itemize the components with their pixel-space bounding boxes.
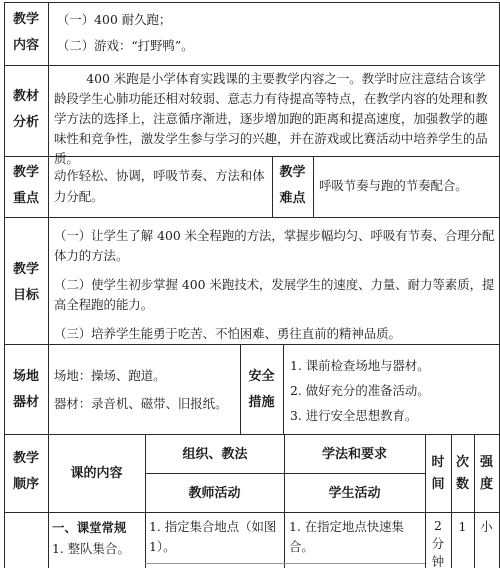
time-header: 时 间 xyxy=(431,455,445,492)
goal-item: （二）使学生初步掌握 400 米跑技术，发展学生的速度、力量、耐力等素质，提高全程跑的能力。 xyxy=(54,277,495,312)
difficulty-text: 呼吸节奏与跑的节奏配合。 xyxy=(319,178,468,193)
grid-line xyxy=(145,473,425,474)
analysis-label: 教材 分析 xyxy=(12,89,39,130)
org-method-header: 组织、教法 xyxy=(182,447,248,462)
grid-line xyxy=(283,344,284,434)
student-activity: 1. 在指定地点快速集合。 xyxy=(289,519,404,554)
safety-item: 3. 进行安全思想教育。 xyxy=(290,408,418,423)
content-item: （一）400 耐久跑； xyxy=(57,12,172,27)
difficulty-label: 教学 难点 xyxy=(279,165,306,206)
safety-label: 安全 措施 xyxy=(248,369,275,410)
course-section: 一、课堂常规 1. 整队集合。 xyxy=(52,520,130,556)
sequence-label: 教学 顺序 xyxy=(12,451,39,492)
goal-item: （三）培养学生能勇于吃苦、不怕困难、勇往直前的精神品质。 xyxy=(54,326,401,341)
safety-item: 2. 做好充分的准备活动。 xyxy=(290,383,430,398)
grid-line xyxy=(4,2,500,3)
content-label: 教学 内容 xyxy=(12,12,39,53)
venue-equipment: 器材：录音机、磁带、旧报纸。 xyxy=(54,396,228,411)
intensity-value: 小 xyxy=(480,519,493,534)
count-header: 次 数 xyxy=(455,455,469,492)
intensity-header: 强 度 xyxy=(479,455,493,492)
goals-label: 教学 目标 xyxy=(12,262,39,303)
teacher-activity: 1. 指定集合地点（如图 1）。 xyxy=(149,519,277,554)
time-value: 2 分 钟 xyxy=(431,518,445,569)
grid-line xyxy=(4,65,500,66)
content-list xyxy=(57,7,495,63)
grid-line xyxy=(4,217,500,218)
grid-line xyxy=(145,563,425,564)
goal-item: （一）让学生了解 400 米全程跑的方法，掌握步幅均匀、呼吸有节奏、合理分配体力的方法。 xyxy=(54,228,495,263)
safety-list xyxy=(290,353,496,431)
analysis-text: 400 米跑是小学体育实践课的主要教学内容之一。教学时应注意结合该学龄段学生心肺功能还相对较弱、意志力有待提高等特点，在教学内容的处理和教学方法的选择上，注意循序渐进，逐步增加跑的距离和提高速度，加强教学的趣味性和竞争性，激发学生参与学习的兴趣，并在游戏或比赛活动中培养学生的品质。 xyxy=(54,71,488,166)
venue-place: 场地：操场、跑道。 xyxy=(54,368,166,383)
focus-text: 动作轻松、协调，呼吸节奏、方法和体力分配。 xyxy=(54,168,265,204)
content-item: （二）游戏：“打野鸭”。 xyxy=(57,38,194,53)
goals-list xyxy=(54,226,496,342)
count-value: 1 xyxy=(458,519,467,534)
safety-item: 1. 课前检查场地与器材。 xyxy=(290,358,430,373)
student-activity-header: 学生活动 xyxy=(328,486,381,501)
study-method-header: 学法和要求 xyxy=(321,447,387,462)
venue-label: 场地 器材 xyxy=(12,369,39,410)
focus-label: 教学 重点 xyxy=(12,165,39,206)
course-content-header: 课的内容 xyxy=(70,466,123,481)
teacher-activity-header: 教师活动 xyxy=(188,486,241,501)
